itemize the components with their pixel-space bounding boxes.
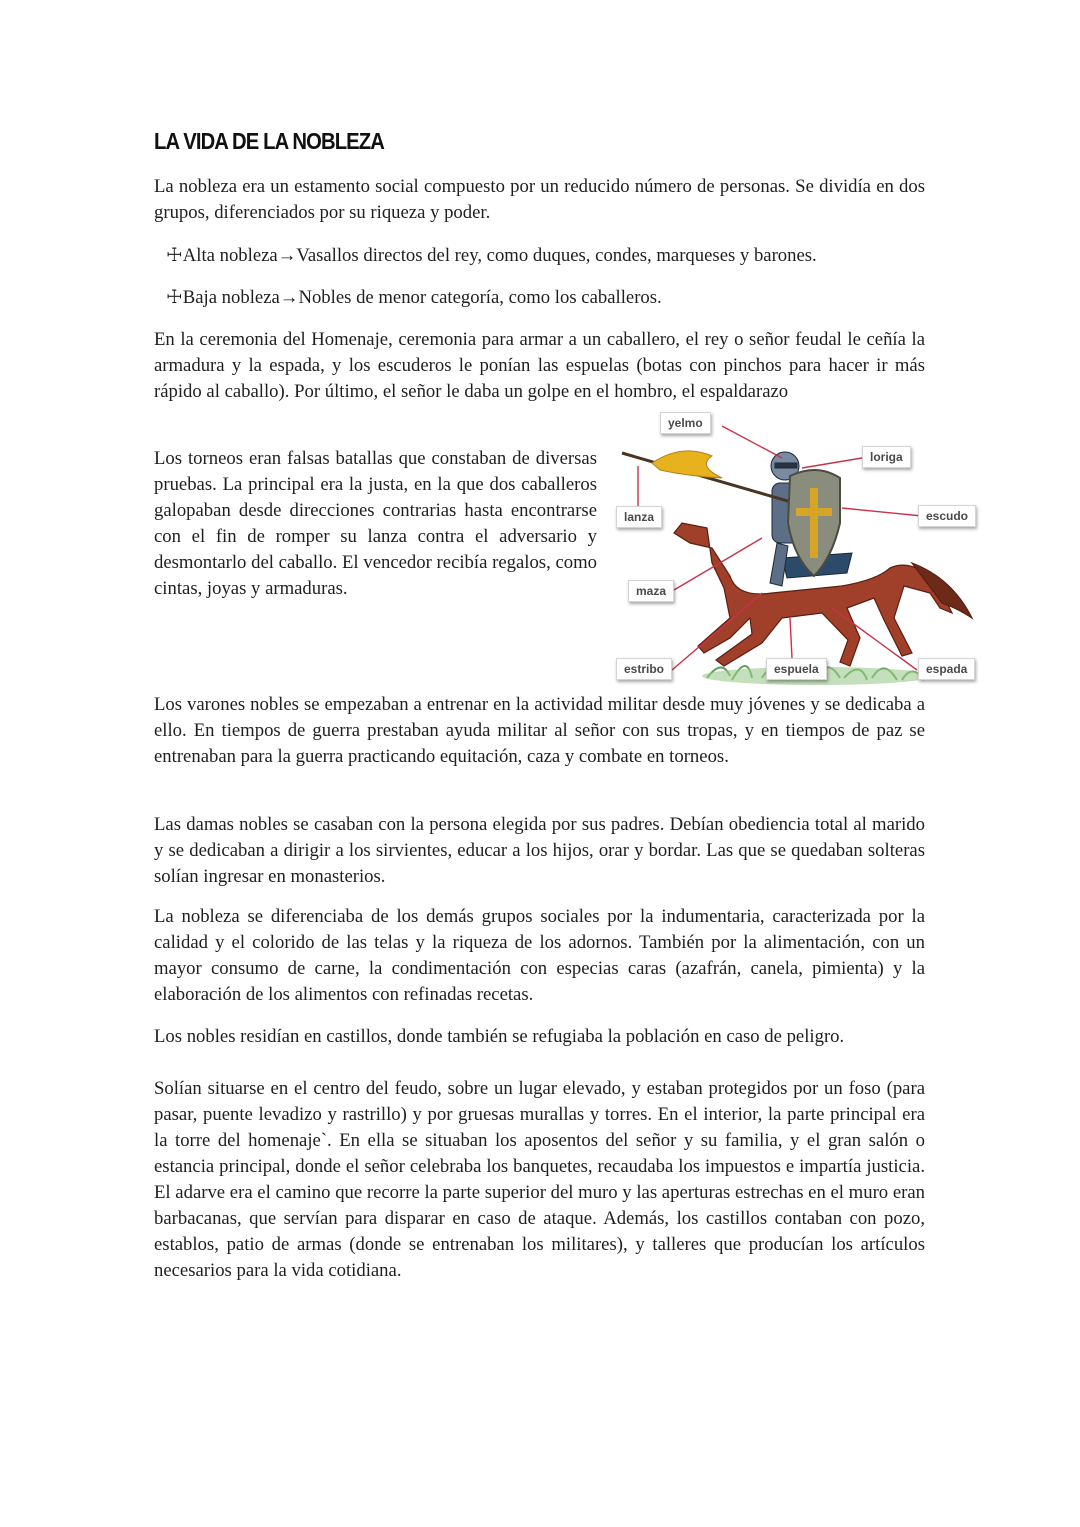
paragraph-varones: Los varones nobles se empezaban a entrenar en la actividad militar desde muy jóvenes y se dedicaba a ello. En tiempos de guerra prestaban ayuda militar al señor con sus tropas, y en tiempos de paz se entrenaban para la guerra practicando equitación, caza y combate en torneos. — [154, 694, 925, 767]
paragraph-torneos: Los torneos eran falsas batallas que constaban de diversas pruebas. La principal era la justa, en la que dos caballeros galopaban desde direcciones contrarias hasta encontrarse con el fin de romper su lanza contra el adversario y desmontarlo del caballo. El vencedor recibía regalos, como cintas, joyas y armaduras. — [154, 448, 597, 599]
knight-illustration — [612, 408, 982, 690]
knight-figure — [612, 408, 982, 690]
label-maza: maza — [628, 580, 674, 602]
label-escudo: escudo — [918, 505, 976, 527]
paragraph-intro: La nobleza era un estamento social compuesto por un reducido número de personas. Se dividía en dos grupos, diferenciados por su riqueza y poder. — [154, 176, 925, 223]
paragraph-damas: Las damas nobles se casaban con la persona elegida por sus padres. Debían obediencia total al marido y se dedicaban a dirigir a los sirvientes, educar a los hijos, orar y bordar. Las que se quedaban solteras solían ingresar en monasterios. — [154, 814, 925, 887]
label-espada: espada — [918, 658, 975, 680]
pennant — [652, 451, 722, 478]
label-estribo: estribo — [616, 658, 672, 680]
paragraph-homenaje: En la ceremonia del Homenaje, ceremonia para armar a un caballero, el rey o señor feudal le ceñía la armadura y la espada, y los escuderos le ponían las espuelas (botas con pinchos para hacer ir más rápido al caballo). Por último, el señor le daba un golpe en el hombro, el espaldarazo — [154, 329, 925, 402]
bullet-baja-nobleza: ☩Baja nobleza→Nobles de menor categoría, como los caballeros. — [166, 287, 662, 308]
label-espuela: espuela — [766, 658, 827, 680]
label-lanza: lanza — [616, 506, 662, 528]
paragraph-castillos-2: Solían situarse en el centro del feudo, sobre un lugar elevado, y estaban protegidos por un foso (para pasar, puente levadizo y rastrillo) y por gruesas murallas y torres. En el interior, la parte principal era la torre del homenaje`. En ella se situaban los aposentos del señor y su familia, y el gran salón o estancia principal, donde el señor celebraba los banquetes, recaudaba los impuestos e impartía justicia. El adarve era el camino que recorre la parte superior del muro y las aperturas estrechas en el muro eran barbacanas, que servían para disparar en caso de ataque. Además, los castillos contaban con pozo, establos, patio de armas (donde se entrenaban los militares), y talleres que producían los artículos necesarios para la vida cotidiana. — [154, 1078, 925, 1281]
paragraph-castillos-1: Los nobles residían en castillos, donde también se refugiaba la población en caso de peligro. — [154, 1026, 845, 1047]
paragraph-diferencia: La nobleza se diferenciaba de los demás grupos sociales por la indumentaria, caracterizada por la calidad y el colorido de las telas y la riqueza de los adornos. También por la alimentación, con un mayor consumo de carne, la condimentación con especias caras (azafrán, canela, pimienta) y la elaboración de los alimentos con refinadas recetas. — [154, 906, 925, 1005]
label-loriga: loriga — [862, 446, 911, 468]
page-title: LA VIDA DE LA NOBLEZA — [154, 128, 385, 154]
label-yelmo: yelmo — [660, 412, 711, 434]
bullet-alta-nobleza: ☩Alta nobleza→Vasallos directos del rey, como duques, condes, marqueses y barones. — [166, 245, 817, 266]
